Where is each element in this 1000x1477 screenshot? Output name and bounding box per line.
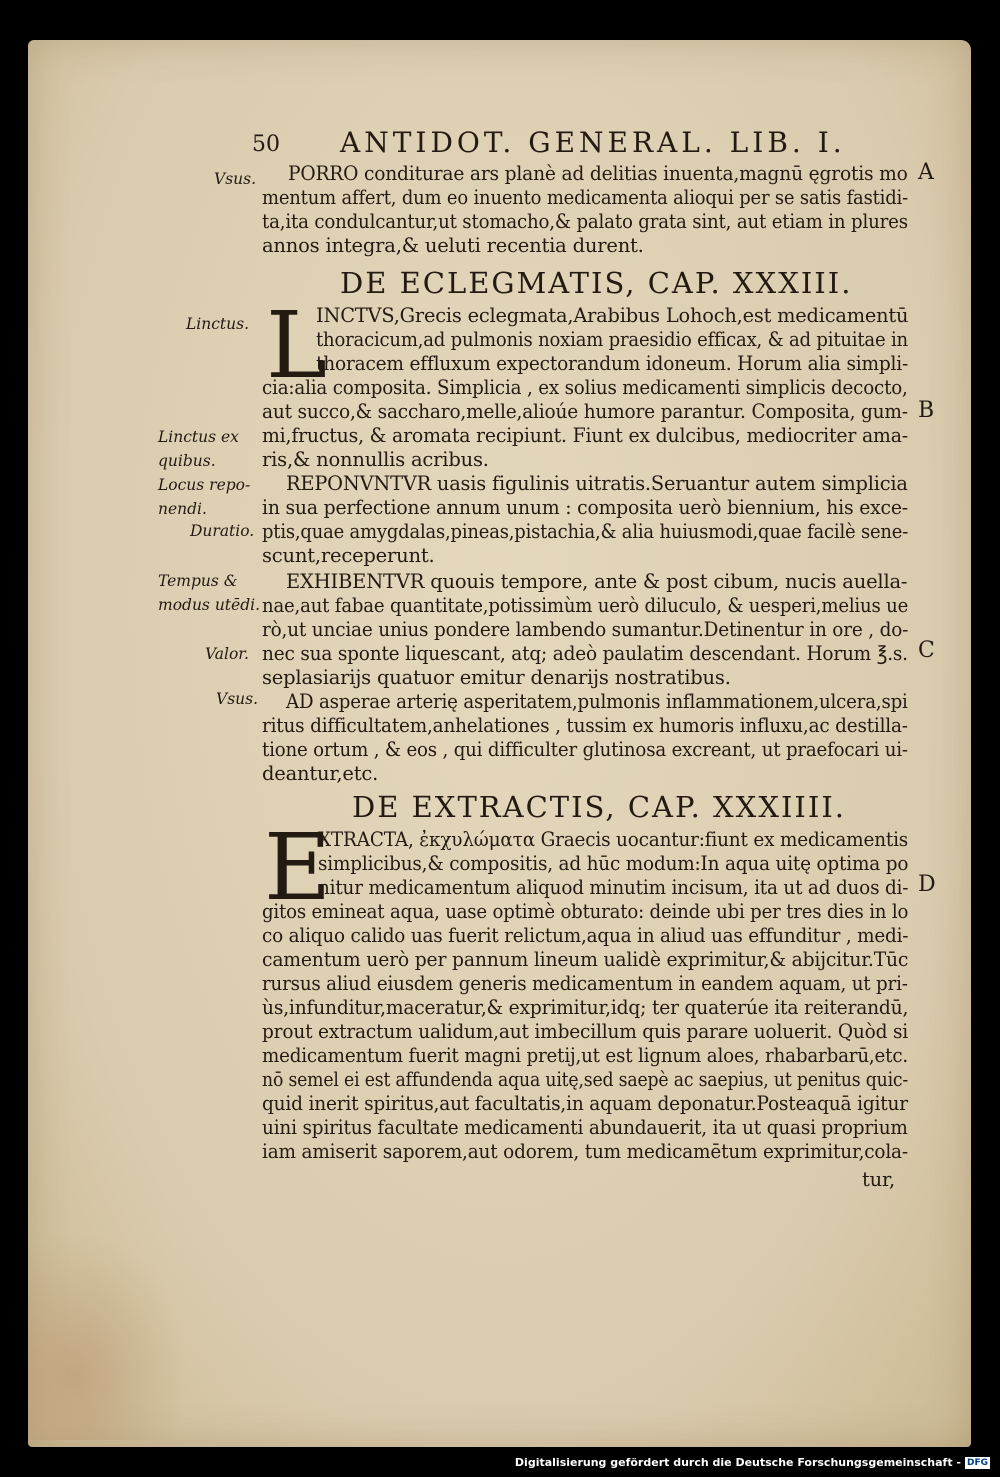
text-line: gitos emineat aqua, uase optimè obturato: deinde ubi per tres dies in lo — [262, 900, 909, 923]
text-line: iam amiserit saporem,aut odorem, tum medicamētum exprimitur,cola- — [262, 1140, 908, 1163]
text-line: scunt,receperunt. — [262, 544, 435, 567]
page-stain — [28, 1230, 188, 1440]
side-note: quibus. — [158, 452, 216, 470]
side-note: Linctus ex — [158, 428, 239, 446]
margin-letter-c: C — [918, 638, 935, 663]
drop-cap: E — [264, 814, 332, 921]
text-line: deantur,etc. — [262, 762, 379, 785]
text-line: simplicibus,& compositis, ad hūc modum:In aqua uitę optima po — [318, 852, 909, 875]
drop-cap: L — [266, 292, 328, 399]
text-line: ritus difficultatem,anhelationes , tussim ex humoris influxu,ac destilla- — [262, 714, 908, 737]
side-note: Duratio. — [190, 522, 255, 540]
side-note: modus utēdi. — [158, 596, 261, 614]
chapter-heading: DE ECLEGMATIS, CAP. XXXIII. — [340, 266, 853, 300]
text-line: EXHIBENTVR quouis tempore, ante & post cibum, nucis auella- — [286, 570, 908, 593]
text-line: thoracem effluxum expectorandum idoneum. Horum alia simpli- — [316, 352, 909, 375]
text-line: nae,aut fabae quantitate,potissimùm uerò diluculo, & uesperi,melius ue — [262, 594, 909, 617]
text-line: INCTVS,Grecis eclegmata,Arabibus Lohoch,est medicamentū — [316, 304, 909, 327]
text-line: AD asperae arterię asperitatem,pulmonis inflammationem,ulcera,spi — [286, 690, 908, 713]
chapter-heading: DE EXTRACTIS, CAP. XXXIIII. — [352, 790, 847, 824]
text-line: XTRACTA, ἐκχυλώματα Graecis uocantur:fiunt ex medicamentis — [318, 828, 909, 851]
text-line: ùs,infunditur,maceratur,& exprimitur,idq; ter quaterúe ita reiterandū, — [262, 996, 909, 1019]
text-line: prout extractum ualidum,aut imbecillum quis parare uoluerit. Quòd si — [262, 1020, 909, 1043]
text-line: co aliquo calido uas fuerit relictum,aqua in aliud uas effunditur , medi- — [262, 924, 909, 947]
text-line: medicamentum fuerit magni pretij,ut est lignum aloes, rhabarbarū,etc. — [262, 1044, 909, 1067]
side-note: Linctus. — [186, 315, 250, 333]
text-line: camentum uerò per pannum lineum ualidè exprimitur,& abijcitur.Tūc — [262, 948, 909, 971]
running-head: ANTIDOT. GENERAL. LIB. I. — [340, 126, 846, 159]
text-line: nō semel ei est affundenda aqua uitę,sed saepè ac saepius, ut penitus quic- — [262, 1068, 909, 1091]
margin-letter-d: D — [918, 872, 936, 897]
side-note: Vsus. — [214, 170, 257, 188]
text-line: nec sua sponte liquescant, atq; adeò paulatim descendant. Horum ℥.s. — [262, 642, 908, 665]
text-line: in sua perfectione annum unum : composita uerò biennium, his exce- — [262, 496, 908, 519]
side-note: nendi. — [158, 500, 207, 518]
dfg-logo: DFG — [966, 1457, 988, 1468]
text-line: annos integra,& ueluti recentia durent. — [262, 234, 644, 257]
side-note: Locus repo- — [158, 476, 251, 494]
text-line: mi,fructus, & aromata recipiunt. Fiunt ex dulcibus, mediocriter ama- — [262, 424, 908, 447]
text-line: quid inerit spiritus,aut facultatis,in aquam deponatur.Posteaquā igitur — [262, 1092, 908, 1115]
page-number: 50 — [252, 132, 280, 157]
text-line: rò,ut unciae unius pondere lambendo sumantur.Detinentur in ore , do- — [262, 618, 909, 641]
side-note: Vsus. — [216, 690, 259, 708]
text-line: PORRO conditurae ars planè ad delitias inuenta,magnū ęgrotis mo — [288, 162, 908, 185]
text-line: ta,ita condulcantur,ut stomacho,& palato grata sint, aut etiam in plures — [262, 210, 908, 233]
text-line: cia:alia composita. Simplicia , ex solius medicamenti simplicis decocto, — [262, 376, 908, 399]
text-line: nitur medicamentum aliquod minutim incisum, ita ut ad duos di- — [318, 876, 909, 899]
side-note: Valor. — [205, 645, 249, 663]
catchword: tur, — [862, 1168, 895, 1191]
text-line: rursus aliud eiusdem generis medicamentum in eandem aquam, ut pri- — [262, 972, 908, 995]
text-line: ptis,quae amygdalas,pineas,pistachia,& alia huiusmodi,quae facilè sene- — [262, 520, 909, 543]
text-line: ris,& nonnullis acribus. — [262, 448, 489, 471]
text-line: uini spiritus facultate medicamenti abundauerit, ita ut quasi proprium — [262, 1116, 908, 1139]
footer-text: Digitalisierung gefördert durch die Deutsche Forschungsgemeinschaft - — [514, 1456, 961, 1469]
text-line: seplasiarijs quatuor emitur denarijs nostratibus. — [262, 666, 731, 689]
text-line: aut succo,& saccharo,melle,alioúe humore parantur. Composita, gum- — [262, 400, 908, 423]
text-line: REPONVNTVR uasis figulinis uitratis.Seruantur autem simplicia — [286, 472, 908, 495]
text-line: mentum affert, dum eo inuento medicamenta alioqui per se satis fastidi- — [262, 186, 908, 209]
margin-letter-a: A — [918, 160, 934, 185]
margin-letter-b: B — [918, 398, 935, 423]
side-note: Tempus & — [158, 572, 238, 590]
text-line: thoracicum,ad pulmonis noxiam praesidio efficax, & ad pituitae in — [316, 328, 908, 351]
text-line: tione ortum , & eos , qui difficulter glutinosa excreant, ut praefocari ui- — [262, 738, 908, 761]
footer — [515, 1456, 990, 1469]
